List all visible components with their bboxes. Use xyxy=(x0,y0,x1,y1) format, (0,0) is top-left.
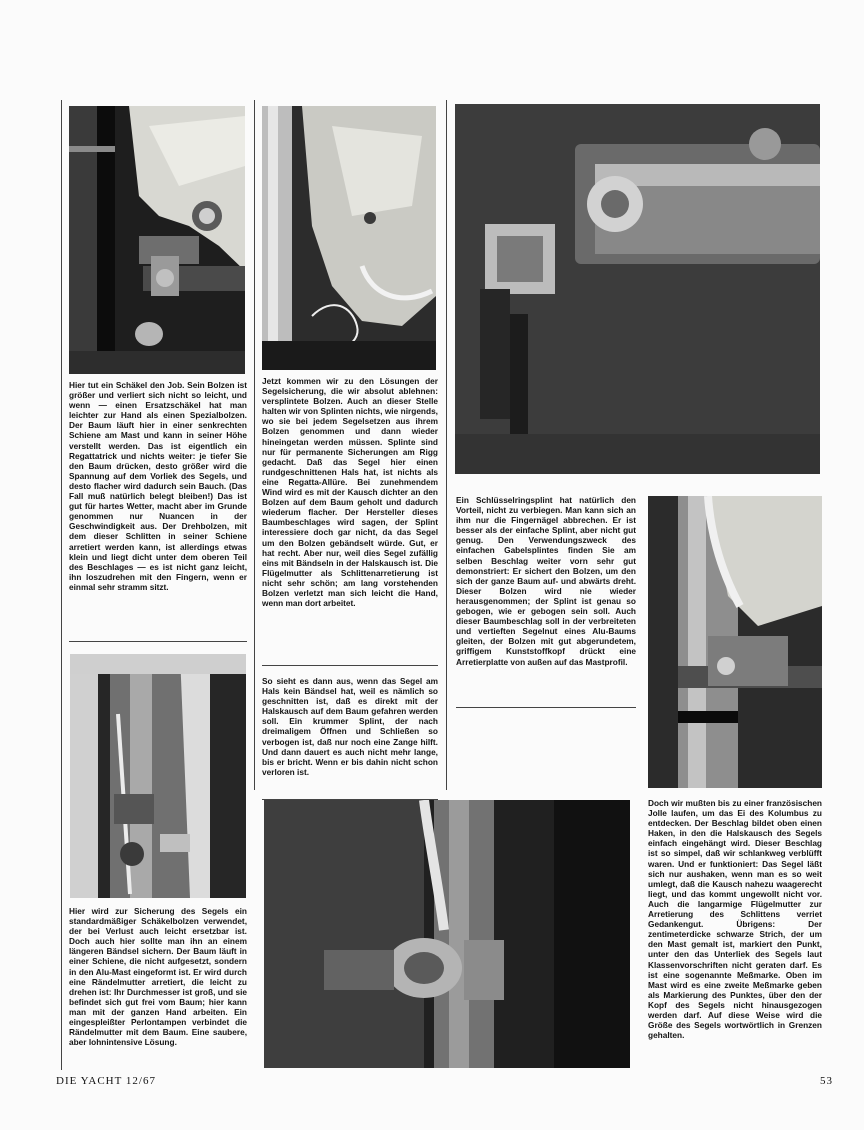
caption-shackle: Hier tut ein Schäkel den Job. Sein Bolzen ist größer und verliert sich nicht so leicht, und wenn — einen Ersatzschäkel hat man leichter zur Hand als einen Spezialbolzen. Der Baum läuft hier in einer senkrechten Schiene am Mast und kann in seiner Höhe verstellt werden. Das ist eigentlich ein Regattatrick und nichts weiter: je tiefer Sie den Baum drücken, desto größer wird die Spannung auf dem Vorliek des Segels, und desto flacher wird dadurch sein Bauch. (Das Fall muß natürlich belegt bleiben!) Das ist gut für hartes Wetter, macht aber im Grunde genommen nur Nuancen in der Geschwindigkeit aus. Der Drehbolzen, mit dem dieser Schlitten in seiner Schiene arretiert werden kann, ist allerdings etwas klein und liegt dicht unter dem oberen Teil des Beschlages — es ist nicht ganz leicht, ihn loszudrehen mit den Fingern, wenn er einmal sehr stramm sitzt. xyxy=(69,380,247,592)
caption-key-ring-pin: Ein Schlüsselringsplint hat natürlich den Vorteil, nicht zu verbiegen. Man kann sich an ihm nur die Fingernägel abbrechen. Er ist besser als der einfache Splint, aber nicht gut genug. Den Verwendungszweck des einfachen Gabelsplintes finden Sie am selben Beschlag weiter vorn sehr gut demonstriert: Er sichert den Bolzen, um den sich der ganze Baum auf- und abwärts dreht. Dieser Bolzen wird nie wieder herausgenommen; der Splint ist genau so gebogen, wie er gebogen sein soll. Auch dieser Baumbeschlag soll in der verbreiteten und vertieften Segelnut eines Alu-Baums gleiten, der Bolzen mit gut abgerundetem, griffigem Kunststoffkopf drückt eine Arretierplatte von außen auf das Mastprofil. xyxy=(456,495,636,667)
caption-rule xyxy=(456,707,636,708)
caption-columbus-egg-hook: Doch wir mußten bis zu einer französischen Jolle laufen, um das Ei des Kolumbus zu entdecken. Der Beschlag bildet oben einen Haken, in den die Halskausch des Segels einfach eingehängt wird. Dieser Beschlag ist so simpel, daß wir schlankweg verblüfft waren. Und er funktioniert: Das Segel läßt sich nur aushaken, wenn man es so weit umlegt, daß die Kausch nahezu waagerecht liegt, und das kommt ungewollt nicht vor. Auch die langarmige Flügelmutter zur Arretierung des Schlittens verriet Gedankengut. Übrigens: Der zentimeterdicke schwarze Strich, der um den Mast gemalt ist, markiert den Punkt, unter den das Unterliek des Segels laut Klassenvorschriften nicht geraten darf. Es ist eine sogenannte Meßmarke. Oben im Mast wird es eine zweite Meßmarke geben als Markierung des Punktes, über den der Kopf des Segels nicht hinausgezogen werden darf. Auf diese Weise wird die Größe des Segels wortwörtlich in Grenzen gehalten. xyxy=(648,798,822,1041)
caption-rule xyxy=(262,799,438,800)
caption-rule xyxy=(69,641,247,642)
photo-french-dinghy-hook xyxy=(264,800,630,1068)
photo-mast-measurement-mark xyxy=(648,496,822,788)
photo-shackle-boom-fitting xyxy=(69,106,245,374)
photo-cotter-pin-bolt xyxy=(262,106,436,370)
magazine-footer: DIE YACHT 12/67 xyxy=(56,1075,156,1087)
photo-key-ring-pin xyxy=(455,104,820,474)
photo-knurled-nut-mast-track xyxy=(70,654,246,898)
column-rule xyxy=(254,100,255,790)
caption-bent-cotter-pin: So sieht es dann aus, wenn das Segel am Hals kein Bändsel hat, weil es nämlich so geschnitten ist, daß es direkt mit der Halskausch auf dem Baum gefahren werden soll. Ein krummer Splint, der nach dreimaligem Öffnen und Schließen so verbogen ist, daß nur noch eine Zange hilft. Und dann dauert es auch nicht mehr lange, bis er bricht. Wenn er bis dahin nicht schon verloren ist. xyxy=(262,676,438,777)
column-rule xyxy=(446,100,447,790)
page-number: 53 xyxy=(820,1075,833,1087)
caption-cotter-pin-rejected: Jetzt kommen wir zu den Lösungen der Segelsicherung, die wir absolut ablehnen: versplintete Bolzen. Auch an dieser Stelle halten wir von Splinten nichts, wie nirgends, wo sie bei jedem Segelsetzen aus ihrem Bolzen genommen und dann wieder hineingetan werden müssen. Splinte sind nur für permanente Sicherungen am Rigg gedacht. Daß das Segel hier einen rundgeschnittenen Hals hat, ist nichts als eine Regatta-Allüre. Bei zunehmendem Wind wird es mit der Kausch dichter an den Bolzen auf dem Baum geholt und dadurch wiederum flacher. Der Hersteller dieses Baumbeschlages wird sagen, der Splint interessiere doch gar nicht, da das Segel um den Bolzen gebändselt würde. Gut, er hat recht. Aber nur, weil dies Segel zufällig eins mit Bändseln in der Halskausch ist. Die Flügelmutter als Schlittenarretierung ist nicht sehr schön; am lang vorstehenden Bolzen verletzt man sich leicht die Hand, wenn man dort arbeitet. xyxy=(262,376,438,609)
column-rule xyxy=(61,100,62,1070)
caption-shackle-bolt-knurled-nut: Hier wird zur Sicherung des Segels ein standardmäßiger Schäkelbolzen verwendet, der bei Verlust auch leicht ersetzbar ist. Doch auch hier sollte man ihn an einem längeren Bändsel sichern. Der Baum läuft in einer Schiene, die nicht aufgesetzt, sondern in den Alu-Mast eingeformt ist. Er wird durch eine Rändelmutter arretiert, die leicht zu drehen ist: Ihr Durchmesser ist groß, und sie befindet sich gut frei vom Baum; hier kann man mit der ganzen Hand arbeiten. Ein eingespleißter Perlontampen verbindet die Rändelmutter mit dem Baum. Eine saubere, aber lohnintensive Lösung. xyxy=(69,906,247,1048)
caption-rule xyxy=(262,665,438,666)
